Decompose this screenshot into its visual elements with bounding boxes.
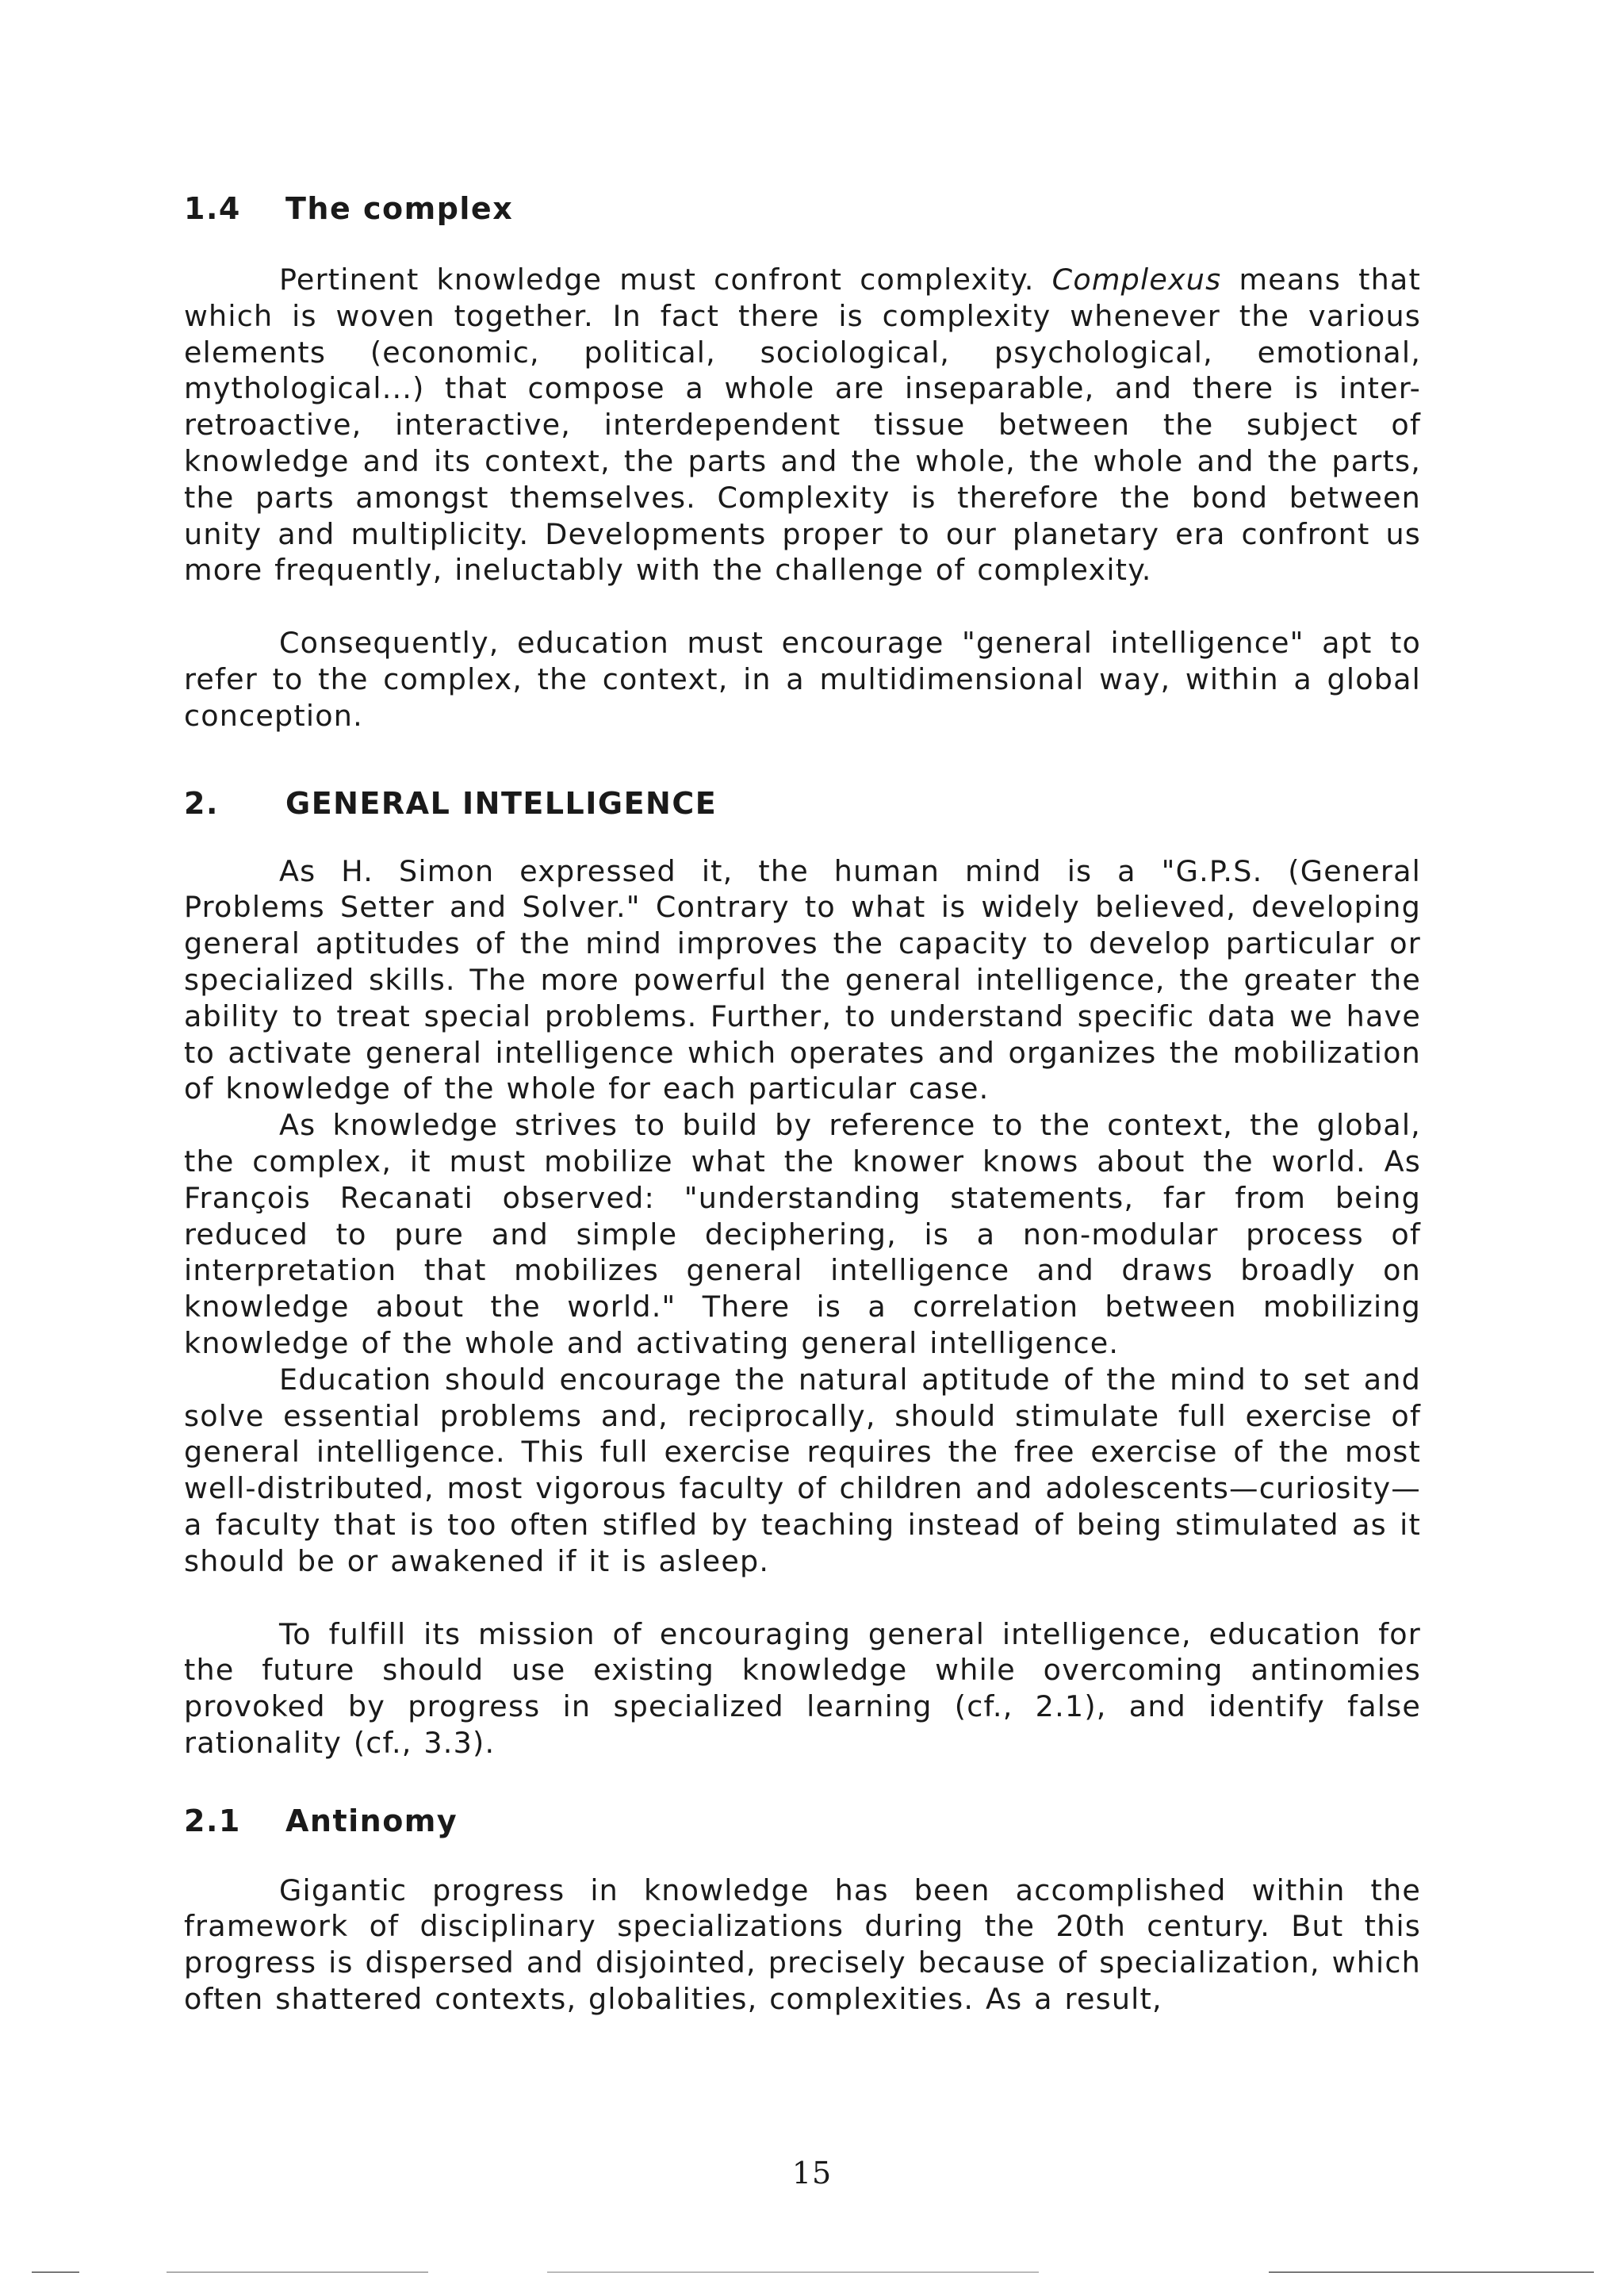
paragraph [184,262,1421,588]
paragraph-text: means that which is woven together. In fact there is complexity whenever the various elements (economic, political, sociological, psychological, emotional, mythological...) that compose a whole are inseparable, and there is inter-retroactive, interactive, interdependent tissue between the subject of knowledge and its context, the parts and the whole, the whole and the parts, the parts amongst themselves. Complexity is therefore the bond between unity and multiplicity. Developments proper to our planetary era confront us more frequently, ineluctably with the challenge of complexity. [184,263,1421,588]
section-number: 2.1 [184,1803,241,1838]
page-content [184,190,1421,2018]
italic-term: Complexus [1051,263,1222,297]
section-number: 1.4 [184,191,241,226]
section-title: Antinomy [285,1803,458,1838]
paragraph: Gigantic progress in knowledge has been accomplished within the framework of disciplinary specializations during the 20th century. But this progress is dispersed and disjointed, precisely because of specialization, which often shattered contexts, globalities, complexities. As a result, [184,1872,1421,2017]
paragraph: As knowledge strives to build by reference to the context, the global, the complex, it must mobilize what the knower knows about the world. As François Recanati observed: "understanding statements, far from being reduced to pure and simple deciphering, is a non-modular process of interpretation that mobilizes general intelligence and draws broadly on knowledge about the world." There is a correlation between mobilizing knowledge of the whole and activating general intelligence. [184,1108,1421,1360]
paragraph: Education should encourage the natural aptitude of the mind to set and solve essential problems and, reciprocally, should stimulate full exercise of general intelligence. This full exercise requires the free exercise of the most well-distributed, most vigorous faculty of children and adolescents—curiosity—a faculty that is too often stifled by teaching instead of being stimulated as it should be or awakened if it is asleep. [184,1362,1421,1578]
section-heading-1-4 [184,190,1421,227]
section-title: GENERAL INTELLIGENCE [285,785,718,821]
section-heading-2 [184,785,1421,822]
paragraph: To fulfill its mission of encouraging general intelligence, education for the future should use existing knowledge while overcoming antinomies provoked by progress in specialized learning (cf., 2.1), and identify false rationality (cf., 3.3). [184,1616,1421,1760]
section-title: The complex [285,191,514,226]
page-number: 15 [791,2156,833,2191]
paragraph: Consequently, education must encourage "general intelligence" apt to refer to the complex, the context, in a multidimensional way, within a global conception. [184,626,1421,733]
paragraph: As H. Simon expressed it, the human mind is a "G.P.S. (General Problems Setter and Solver." Contrary to what is widely believed, developing general aptitudes of the mind improves the capacity to develop particular or specialized skills. The more powerful the general intelligence, the greater the ability to treat special problems. Further, to understand specific data we have to activate general intelligence which operates and organizes the mobilization of knowledge of the whole for each particular case. [184,853,1421,1106]
section-number: 2. [184,785,219,821]
section-heading-2-1 [184,1803,1421,1839]
paragraph-text: Pertinent knowledge must confront complexity. [279,263,1052,297]
